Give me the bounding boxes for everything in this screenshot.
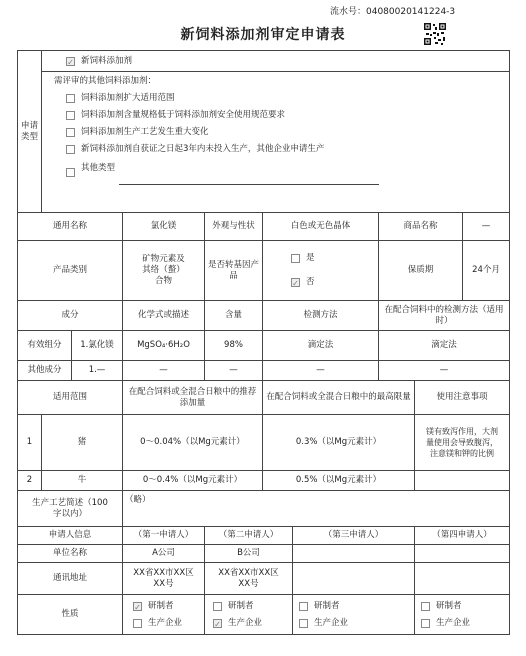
producer-label: 生产企业: [314, 617, 349, 628]
option-4-checkbox[interactable]: [66, 145, 75, 154]
researcher-checkbox-3[interactable]: [299, 602, 308, 611]
gmo-label: 是否转基因产品: [205, 241, 263, 301]
usage-notes-header: 使用注意事项: [415, 381, 510, 415]
option-3-label: 饲料添加剂生产工艺发生重大变化: [81, 127, 209, 137]
recommended-dose-header: 在配合饲料或全混合日粮中的推荐添加量: [123, 381, 263, 415]
generic-name: 氯化镁: [123, 213, 205, 241]
scope-row-animal: 牛: [42, 471, 123, 491]
appearance-label: 外观与性状: [205, 213, 263, 241]
unit-name-4: [415, 545, 510, 563]
appearance-value: 白色或无色晶体: [263, 213, 379, 241]
active-formula: MgSO₄·6H₂O: [123, 331, 205, 361]
content-header: 含量: [205, 301, 263, 331]
other-formula: —: [123, 361, 205, 381]
applicant-col-2: （第二申请人）: [205, 527, 293, 545]
new-additive-label: 新饲料添加剂: [81, 55, 133, 66]
generic-name-label: 通用名称: [18, 213, 123, 241]
formula-header: 化学式或描述: [123, 301, 205, 331]
application-form: [17, 50, 510, 635]
applicant-col-3: （第三申请人）: [293, 527, 415, 545]
producer-label: 生产企业: [436, 617, 471, 628]
category-value: 矿物元素及其络（螯）合物: [123, 241, 205, 301]
address-label: 通讯地址: [18, 563, 123, 595]
shelf-life-value: 24个月: [463, 241, 510, 301]
producer-checkbox-2[interactable]: ✓: [214, 619, 221, 629]
scope-row-no: 2: [18, 471, 42, 491]
address-3: [293, 563, 415, 595]
active-feed-method: 滴定法: [379, 331, 510, 361]
other-method: —: [263, 361, 379, 381]
unit-name-1: A公司: [123, 545, 205, 563]
gmo-no-label: 否: [306, 277, 315, 287]
scope-row-max: 0.3%（以Mg元素计）: [263, 415, 415, 471]
nature-options-2: [205, 595, 293, 635]
scope-row-max: 0.5%（以Mg元素计）: [263, 471, 415, 491]
scope-label: 适用范围: [18, 381, 123, 415]
other-additive-heading: 需评审的其他饲料添加剂：: [54, 75, 157, 86]
unit-name-2: B公司: [205, 545, 293, 563]
researcher-label: 研制者: [314, 600, 340, 611]
active-content: 98%: [205, 331, 263, 361]
nature-options-1: [123, 595, 205, 635]
unit-name-label: 单位名称: [18, 545, 123, 563]
process-value: （略）: [123, 491, 510, 527]
unit-name-3: [293, 545, 415, 563]
producer-checkbox-4[interactable]: [421, 619, 430, 628]
gmo-options: [263, 241, 379, 301]
address-4: [415, 563, 510, 595]
feed-method-header: 在配合饲料中的检测方法（适用时）: [379, 301, 510, 331]
other-type-input[interactable]: [119, 174, 379, 185]
applicant-col-4: （第四申请人）: [415, 527, 510, 545]
trade-name-label: 商品名称: [379, 213, 463, 241]
researcher-checkbox-4[interactable]: [421, 602, 430, 611]
address-1: XX省XX市XX区XX号: [123, 563, 205, 595]
option-3-checkbox[interactable]: [66, 128, 75, 137]
other-component-label: 其他成分: [18, 361, 72, 381]
researcher-label: 研制者: [148, 600, 174, 611]
serial-number: 流水号：04080020141224-3: [330, 7, 456, 17]
option-1-label: 饲料添加剂扩大适用范围: [81, 93, 175, 103]
researcher-checkbox-1[interactable]: ✓: [134, 602, 141, 612]
other-type-label: 其他类型: [81, 163, 116, 173]
max-limit-header: 在配合饲料或全混合日粮中的最高限量: [263, 381, 415, 415]
producer-checkbox-1[interactable]: [133, 619, 142, 628]
composition-label: 成分: [18, 301, 123, 331]
form-title: 新饲料添加剂审定申请表: [180, 27, 346, 43]
other-content: —: [205, 361, 263, 381]
other-component-name: 1.—: [72, 361, 123, 381]
apply-type-options: [42, 51, 510, 213]
gmo-no-checkbox[interactable]: ✓: [292, 279, 299, 288]
scope-row-animal: 猪: [42, 415, 123, 471]
scope-row-no: 1: [18, 415, 42, 471]
address-2: XX省XX市XX区XX号: [205, 563, 293, 595]
shelf-life-label: 保质期: [379, 241, 463, 301]
active-method: 滴定法: [263, 331, 379, 361]
method-header: 检测方法: [263, 301, 379, 331]
new-additive-checkbox[interactable]: ✓: [67, 57, 74, 67]
researcher-checkbox-2[interactable]: [213, 602, 222, 611]
option-2-label: 饲料添加剂含量规格低于饲料添加剂安全使用规范要求: [81, 110, 286, 120]
apply-type-label: 申请类型: [18, 51, 42, 213]
nature-label: 性质: [18, 595, 123, 635]
researcher-label: 研制者: [228, 600, 254, 611]
scope-row: [18, 415, 510, 471]
other-feed-method: —: [379, 361, 510, 381]
scope-row-note: [415, 471, 510, 491]
gmo-yes-label: 是: [306, 253, 315, 263]
researcher-label: 研制者: [436, 600, 462, 611]
scope-row-recommended: 0～0.04%（以Mg元素计）: [123, 415, 263, 471]
gmo-yes-checkbox[interactable]: [291, 254, 300, 263]
producer-label: 生产企业: [148, 617, 183, 628]
other-type-checkbox[interactable]: [66, 168, 75, 177]
active-component-name: 1.氯化镁: [72, 331, 123, 361]
option-4-label: 新饲料添加剂自获证之日起3年内未投入生产，其他企业申请生产: [81, 144, 325, 154]
active-component-label: 有效组分: [18, 331, 72, 361]
trade-name: —: [463, 213, 510, 241]
applicant-info-label: 申请人信息: [18, 527, 123, 545]
scope-row-recommended: 0～0.4%（以Mg元素计）: [123, 471, 263, 491]
producer-checkbox-3[interactable]: [299, 619, 308, 628]
scope-row: [18, 471, 510, 491]
nature-options-4: [415, 595, 510, 635]
category-label: 产品类别: [18, 241, 123, 301]
process-label: 生产工艺简述（100字以内）: [18, 491, 123, 527]
option-1-checkbox[interactable]: [66, 94, 75, 103]
scope-row-note: 镁有致泻作用，大剂量使用会导致腹泻，注意镁和钾的比例: [415, 415, 510, 471]
applicant-col-1: （第一申请人）: [123, 527, 205, 545]
producer-label: 生产企业: [228, 617, 263, 628]
nature-options-3: [293, 595, 415, 635]
option-2-checkbox[interactable]: [66, 111, 75, 120]
